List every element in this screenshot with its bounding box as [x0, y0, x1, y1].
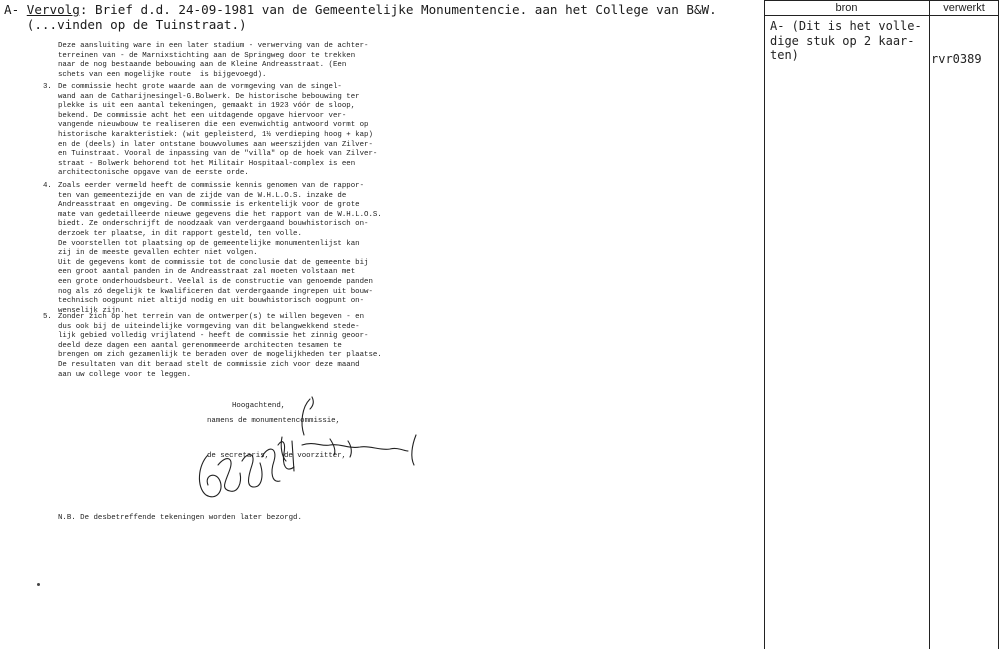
closing-on-behalf: namens de monumentencommissie,	[207, 417, 341, 425]
signature-chairman	[281, 397, 416, 465]
heading-line2: (...vinden op de Tuinstraat.)	[26, 17, 247, 32]
closing-greeting: Hoogachtend,	[232, 402, 286, 410]
column-divider-right	[998, 0, 999, 649]
column-divider-middle	[929, 0, 930, 649]
verwerkt-entry: rvr0389	[931, 52, 982, 66]
heading-prefix: A-	[4, 2, 27, 17]
paragraph-5: Zonder zich op het terrein van de ontwerper(s) te willen begeven - en dus ook bij de uiteindelijke vormgeving van dit belangwekkend stede- lijk gebied volledig vrijlatend - heeft de commissie het zinnig geoor- deeld deze dagen een aantal gerenommeerde architecten tesamen te brengen om zich gezamenlijk te beraden over de mogelijkheden ter plaatse. De resultaten van dit beraad stelt de commissie zich voor deze maand aan uw college voor te leggen.	[58, 313, 382, 379]
paragraph-intro: Deze aansluiting ware in een later stadium - verwerving van de achter- terreinen van - de Marnixstichting aan de Springweg door te trekken naar de nog bestaande bebouwing aan de Kleine Andreasstraat. (Een schets van een mogelijke route is bijgevoegd).	[58, 42, 369, 79]
paragraph-number-3: 3.	[43, 83, 52, 91]
column-top-rule	[764, 0, 999, 1]
verwerkt-header: verwerkt	[943, 2, 985, 14]
bron-entry: A- (Dit is het volle- dige stuk op 2 kaar- ten)	[770, 19, 922, 62]
paragraph-number-4: 4.	[43, 182, 52, 190]
document-heading	[4, 2, 717, 32]
signatures-image	[190, 395, 430, 505]
bron-header: bron	[835, 2, 858, 14]
note-text: N.B. De desbetreffende tekeningen worden later bezorgd.	[58, 514, 302, 522]
closing-secretary: de secretaris,	[207, 452, 270, 460]
paragraph-number-5: 5.	[43, 313, 52, 321]
heading-label: Vervolg	[26, 2, 80, 17]
margin-dot	[37, 583, 40, 586]
column-divider-left	[764, 0, 765, 649]
closing-chairman: de voorzitter,	[284, 452, 347, 460]
heading-line1-rest: : Brief d.d. 24-09-1981 van de Gemeentelijke Monumentencie. aan het College van B&W.	[79, 2, 717, 17]
paragraph-3: De commissie hecht grote waarde aan de vormgeving van de singel- wand aan de Catharijnesingel-G.Bolwerk. De historische bebouwing ter plekke is uit een aantal tekeningen, gemaakt in 1923 vóór de sloop, bekend. De commissie acht het een uitdagende opgave hiervoor ver- vangende nieuwbouw te realiseren die een evenwichtig antwoord vormt op historische karakteristiek: (wit gepleisterd, 1½ verdieping hoog + kap) en de (deels) in later ontstane bouwvolumes aan weerszijden van Zilver- en Tuinstraat. Vooral de inpassing van de "villa" op de hoek van Zilver- straat - Bolwerk behorend tot het Militair Hospitaal-complex is een architectonische opgave van de eerste orde.	[58, 83, 378, 178]
column-header-rule	[764, 15, 999, 16]
paragraph-4: Zoals eerder vermeld heeft de commissie kennis genomen van de rappor- ten van gemeentezijde en van de zijde van de W.H.L.O.S. inzake de Andreasstraat en omgeving. De commissie is erkentelijk voor de grote mate van gedetailleerde nieuwe gegevens die het rapport van de W.H.L.O.S. biedt. Ze onderschrijft de noodzaak van verdergaand bouwhistorisch on- derzoek ter plaatse, in dit rapport gesteld, ten volle. De voorstellen tot plaatsing op de gemeentelijke monumentenlijst kan zij in de meeste gevallen echter niet volgen. Uit de gegevens komt de commissie tot de conclusie dat de gemeente bij een groot aantal panden in de Andreasstraat zal moeten volstaan met een grote onderhoudsbeurt. Veelal is de constructie van genoemde panden nog als zó degelijk te kwalificeren dat verdergaande ingrepen uit bouw- technisch oogpunt niet altijd nodig en uit bouwhistorisch oogpunt on- wenselijk zijn.	[58, 182, 382, 315]
signature-secretary	[199, 441, 294, 497]
